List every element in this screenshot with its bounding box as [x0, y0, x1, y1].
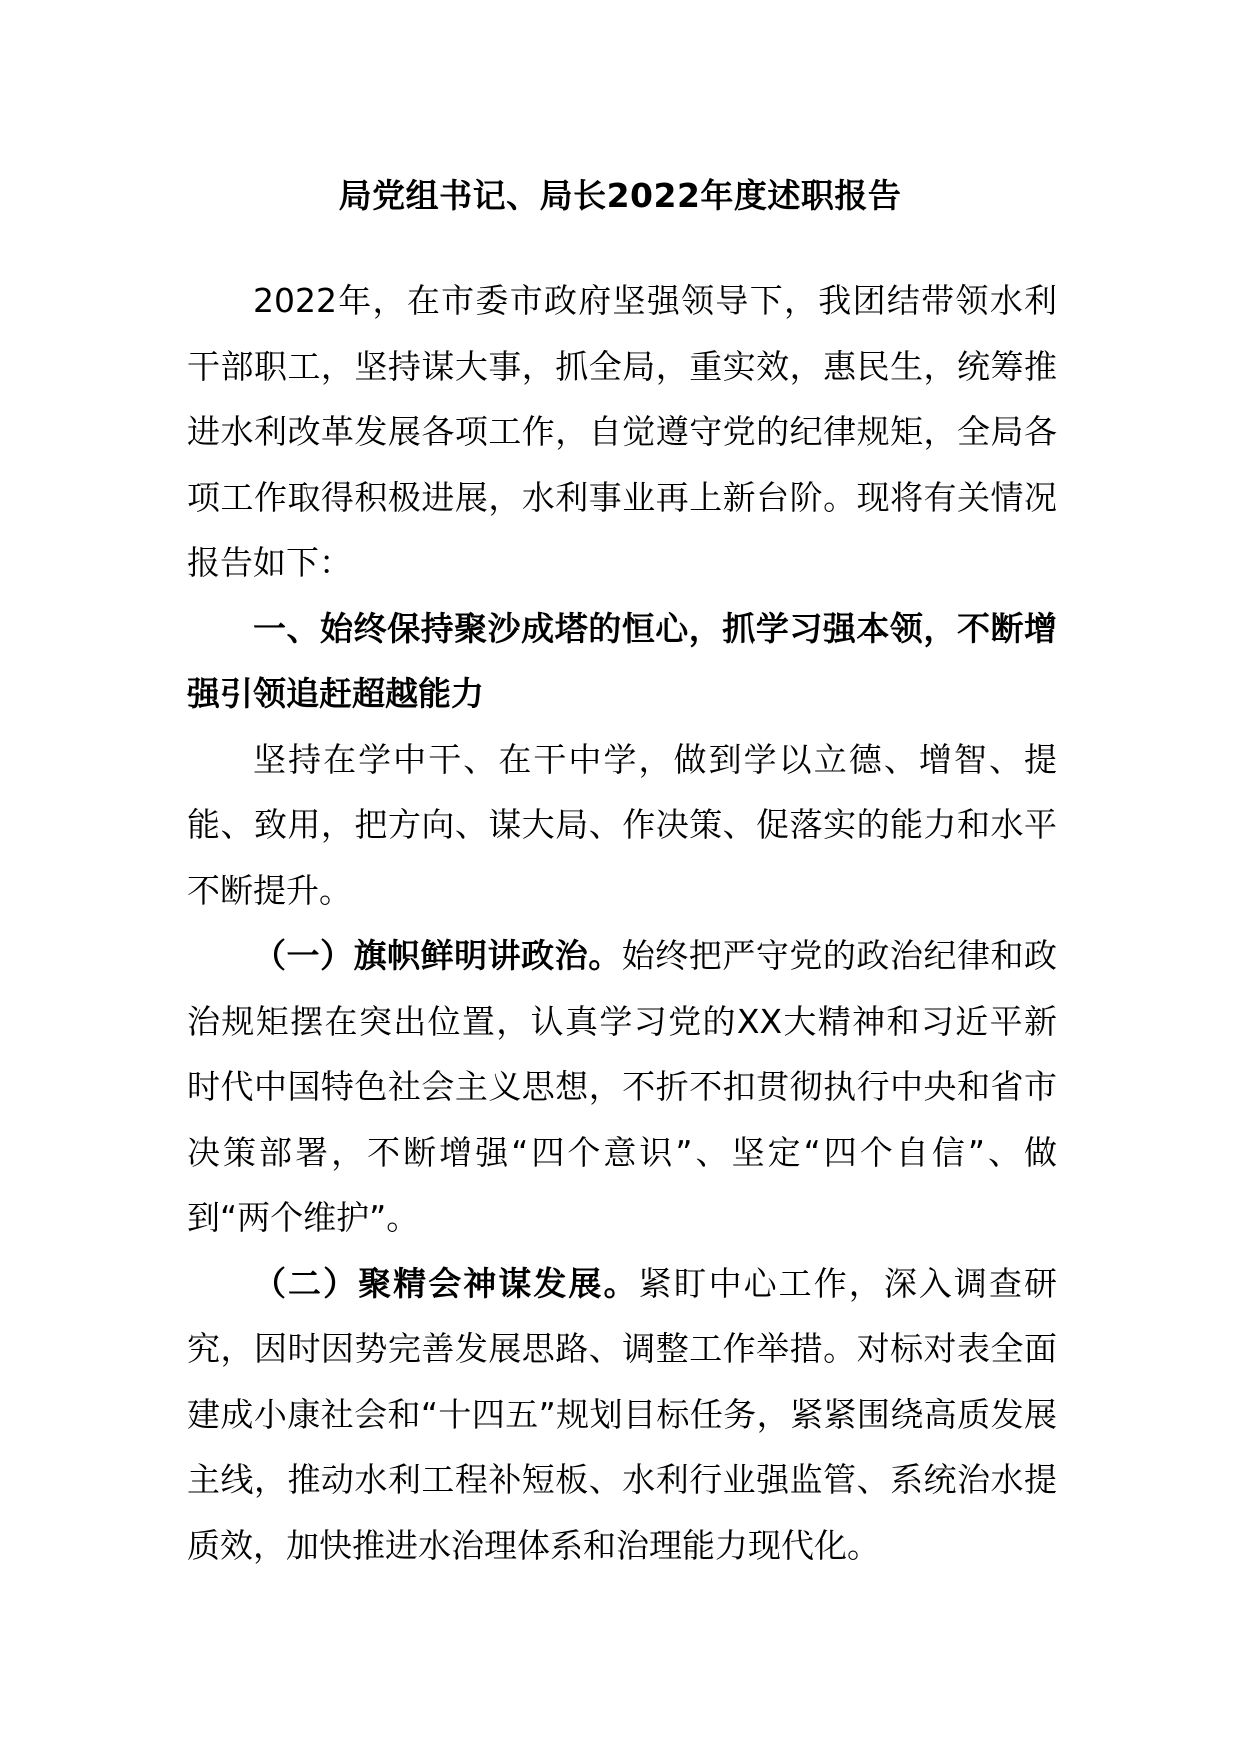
document-body [187, 268, 1057, 1578]
item-1-text: 始终把严守党的政治纪律和政治规矩摆在突出位置，认真学习党的XX大精神和习近平新时代中国特色社会主义思想，不折不扣贯彻执行中央和省市决策部署，不断增强“四个意识”、坚定“四个自信”、做到“两个维护”。 [187, 936, 1058, 1237]
item-2-text: 紧盯中心工作，深入调查研究，因时因势完善发展思路、调整工作举措。对标对表全面建成小康社会和“十四五”规划目标任务，紧紧围绕高质发展主线，推动水利工程补短板、水利行业强监管、系统治水提质效，加快推进水治理体系和治理能力现代化。 [187, 1263, 1058, 1565]
document-title: 局党组书记、局长2022年度述职报告 [338, 176, 902, 215]
section-1-paragraph: 坚持在学中干、在干中学，做到学以立德、增智、提能、致用，把方向、谋大局、作决策、促落实的能力和水平不断提升。 [187, 739, 1057, 910]
item-2-paragraph [187, 1251, 1057, 1579]
section-1-heading: 一、始终保持聚沙成塔的恒心，抓学习强本领，不断增强引领追赶超越能力 [187, 608, 1057, 713]
item-1-lead: （一）旗帜鲜明讲政治。 [253, 936, 622, 975]
item-1-paragraph [187, 923, 1057, 1251]
item-2-lead: （二）聚精会神谋发展。 [253, 1263, 639, 1303]
intro-paragraph: 2022年，在市委市政府坚强领导下，我团结带领水利干部职工，坚持谋大事，抓全局，重实效，惠民生，统筹推进水利改革发展各项工作，自觉遵守党的纪律规矩，全局各项工作取得积极进展，水利事业再上新台阶。现将有关情况报告如下： [187, 281, 1057, 582]
